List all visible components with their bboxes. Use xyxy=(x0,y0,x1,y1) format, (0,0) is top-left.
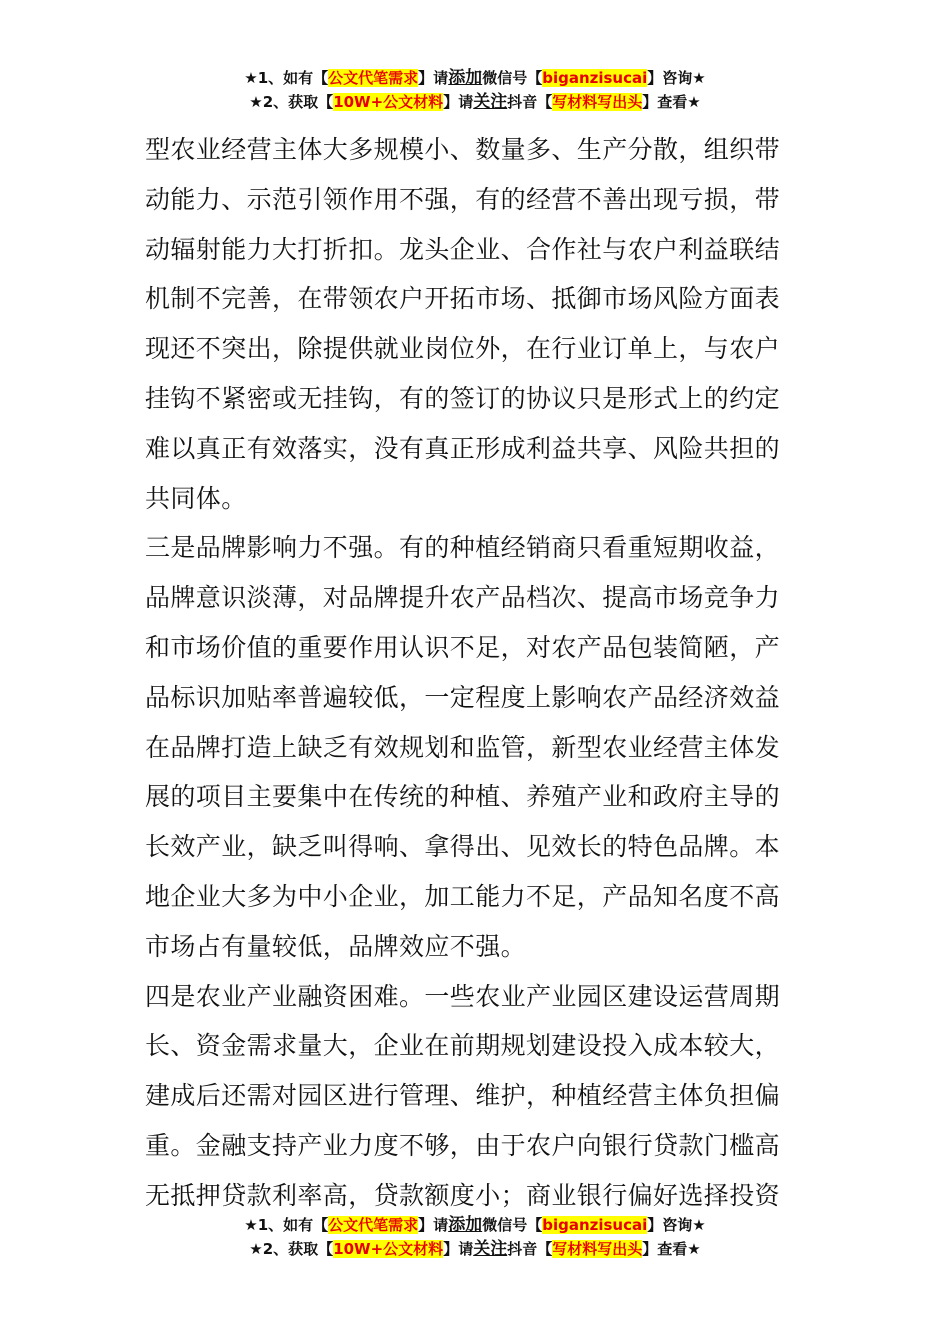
body-line: 现还不突出，除提供就业岗位外，在行业订单上，与农户 xyxy=(145,334,781,364)
banner-highlight: 10W+公文材料 xyxy=(333,93,444,111)
banner-underlined: 添加 xyxy=(448,1215,483,1235)
body-line: 三是品牌影响力不强。有的种植经销商只看重短期收益， xyxy=(145,533,781,563)
banner-underlined: 关注 xyxy=(473,1239,508,1259)
banner-underlined: 关注 xyxy=(473,92,508,112)
banner-text: 微信号【 xyxy=(482,69,543,87)
banner-text: 】查看 xyxy=(642,93,688,111)
body-line: 和市场价值的重要作用认识不足，对农产品包装简陋，产 xyxy=(145,632,781,662)
body-line: 重。金融支持产业力度不够，由于农户向银行贷款门槛高 xyxy=(145,1130,781,1160)
banner-text: 】咨询 xyxy=(647,1216,693,1234)
star-icon: ★ xyxy=(249,1240,263,1258)
body-line: 建成后还需对园区进行管理、维护，种植经营主体负担偏 xyxy=(145,1081,781,1111)
star-icon: ★ xyxy=(249,93,263,111)
body-line: 型农业经营主体大多规模小、数量多、生产分散，组织带 xyxy=(145,135,781,164)
body-line: 品标识加贴率普遍较低，一定程度上影响农产品经济效益 xyxy=(145,682,781,712)
banner-text: 微信号【 xyxy=(482,1216,543,1234)
body-line: 挂钩不紧密或无挂钩，有的签订的协议只是形式上的约定 xyxy=(145,383,781,413)
banner-highlight: 公文代笔需求 xyxy=(328,1216,419,1234)
star-icon: ★ xyxy=(244,1216,258,1234)
header-banner-line-1 xyxy=(0,66,950,90)
body-line: 在品牌打造上缺乏有效规划和监管，新型农业经营主体发 xyxy=(145,732,781,762)
star-icon: ★ xyxy=(687,93,701,111)
wechat-id-highlight: biganzisucai xyxy=(542,69,648,87)
body-line: 机制不完善，在带领农户开拓市场、抵御市场风险方面表 xyxy=(145,284,781,314)
star-icon: ★ xyxy=(692,69,706,87)
body-line: 市场占有量较低，品牌效应不强。 xyxy=(145,931,527,961)
document-body xyxy=(145,125,810,1221)
banner-text: 1、如有【 xyxy=(257,69,329,87)
body-line: 共同体。 xyxy=(145,483,247,513)
star-icon: ★ xyxy=(244,69,258,87)
banner-text: 】咨询 xyxy=(647,69,693,87)
star-icon: ★ xyxy=(687,1240,701,1258)
body-line: 四是农业产业融资困难。一些农业产业园区建设运营周期 xyxy=(145,981,781,1011)
banner-underlined: 添加 xyxy=(448,68,483,88)
douyin-id-highlight: 写材料写出头 xyxy=(552,93,643,111)
footer-banner xyxy=(0,1213,950,1261)
body-line: 展的项目主要集中在传统的种植、养殖产业和政府主导的 xyxy=(145,782,781,812)
body-line: 动辐射能力大打折扣。龙头企业、合作社与农户利益联结 xyxy=(145,234,781,264)
body-line: 动能力、示范引领作用不强，有的经营不善出现亏损，带 xyxy=(145,184,781,214)
header-banner xyxy=(0,66,950,114)
douyin-id-highlight: 写材料写出头 xyxy=(552,1240,643,1258)
body-line: 长效产业，缺乏叫得响、拿得出、见效长的特色品牌。本 xyxy=(145,832,781,862)
body-line: 品牌意识淡薄，对品牌提升农产品档次、提高市场竞争力 xyxy=(145,583,781,613)
banner-highlight: 10W+公文材料 xyxy=(333,1240,444,1258)
wechat-id-highlight: biganzisucai xyxy=(542,1216,648,1234)
body-line: 难以真正有效落实，没有真正形成利益共享、风险共担的 xyxy=(145,433,781,463)
star-icon: ★ xyxy=(692,1216,706,1234)
body-line: 长、资金需求量大，企业在前期规划建设投入成本较大， xyxy=(145,1031,781,1061)
banner-text: 】查看 xyxy=(642,1240,688,1258)
banner-text: 抖音【 xyxy=(507,93,553,111)
banner-text: 】请 xyxy=(443,93,474,111)
banner-text: 】请 xyxy=(418,69,449,87)
banner-text: 2、获取【 xyxy=(262,93,334,111)
header-banner-line-2 xyxy=(0,90,950,114)
banner-highlight: 公文代笔需求 xyxy=(328,69,419,87)
banner-text: 1、如有【 xyxy=(257,1216,329,1234)
body-line: 地企业大多为中小企业，加工能力不足，产品知名度不高 xyxy=(145,881,781,911)
banner-text: 】请 xyxy=(418,1216,449,1234)
banner-text: 2、获取【 xyxy=(262,1240,334,1258)
banner-text: 】请 xyxy=(443,1240,474,1258)
footer-banner-line-1 xyxy=(0,1213,950,1237)
body-line: 无抵押贷款利率高，贷款额度小；商业银行偏好选择投资 xyxy=(145,1180,781,1210)
footer-banner-line-2 xyxy=(0,1237,950,1261)
banner-text: 抖音【 xyxy=(507,1240,553,1258)
